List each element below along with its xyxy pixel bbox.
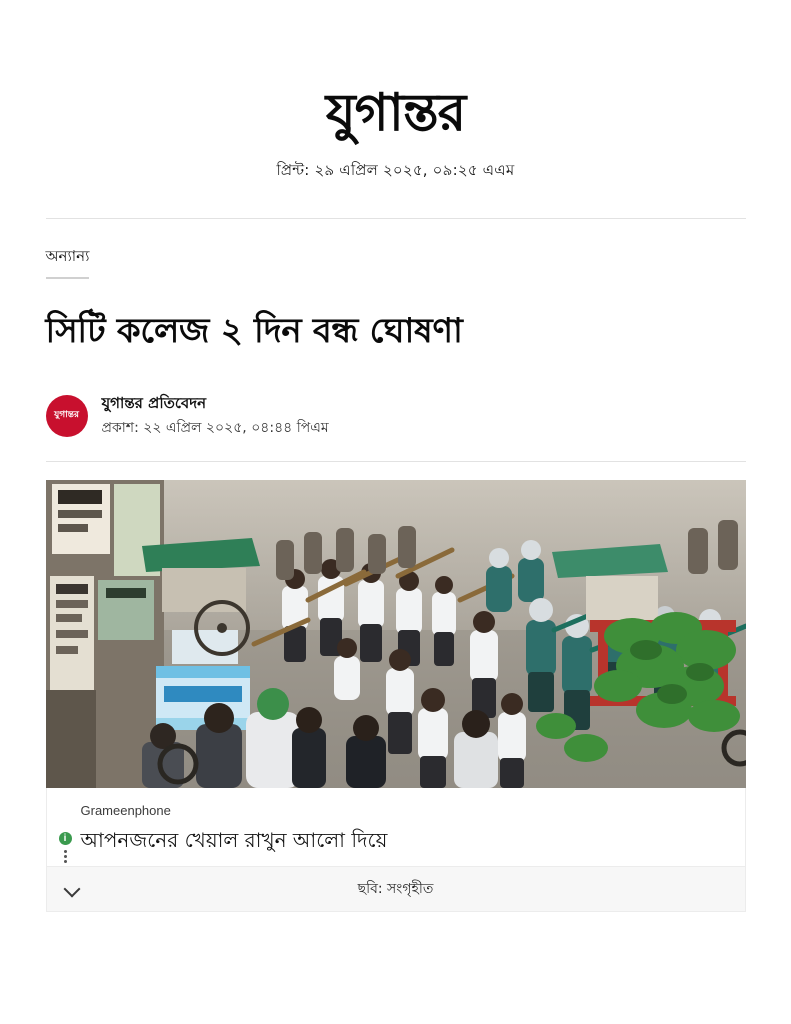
article-category[interactable]: অন্যান্য: [46, 245, 90, 279]
photo-illustration: [46, 480, 746, 788]
photo-caption-bar: [46, 866, 746, 912]
photo-caption: ছবি: সংগৃহীত: [357, 881, 434, 898]
ad-options-icon[interactable]: [64, 850, 67, 853]
jugantor-logo: [0, 83, 791, 143]
byline: [46, 392, 746, 439]
publish-date: প্রকাশ: ২২ এপ্রিল ২০২৫, ০৪:৪৪ পিএম: [101, 419, 329, 436]
article-photo: [46, 480, 746, 788]
ad-info-icon[interactable]: i: [59, 832, 72, 845]
avatar: [46, 395, 88, 437]
article-body: [46, 219, 746, 913]
ad-headline: আপনজনের খেয়াল রাখুন আলো দিয়ে: [80, 827, 388, 852]
byline-text: [102, 392, 329, 439]
author-name: যুগান্তর প্রতিবেদন: [101, 394, 207, 413]
masthead-logo-text: যুগান্তর: [325, 83, 466, 143]
avatar-label: যুগান্তর: [54, 410, 79, 421]
page-title: সিটি কলেজ ২ দিন বন্ধ ঘোষণা: [45, 310, 463, 351]
print-timestamp: প্রিন্ট: ২৯ এপ্রিল ২০২৫, ০৯:২৫ এএম: [276, 160, 515, 179]
inline-advertisement[interactable]: [46, 788, 746, 866]
article-figure: [46, 480, 746, 912]
chevron-down-icon[interactable]: [63, 879, 81, 897]
masthead: [0, 0, 791, 184]
ad-brand-name: Grameenphone: [80, 803, 171, 819]
byline-divider: [46, 461, 746, 462]
